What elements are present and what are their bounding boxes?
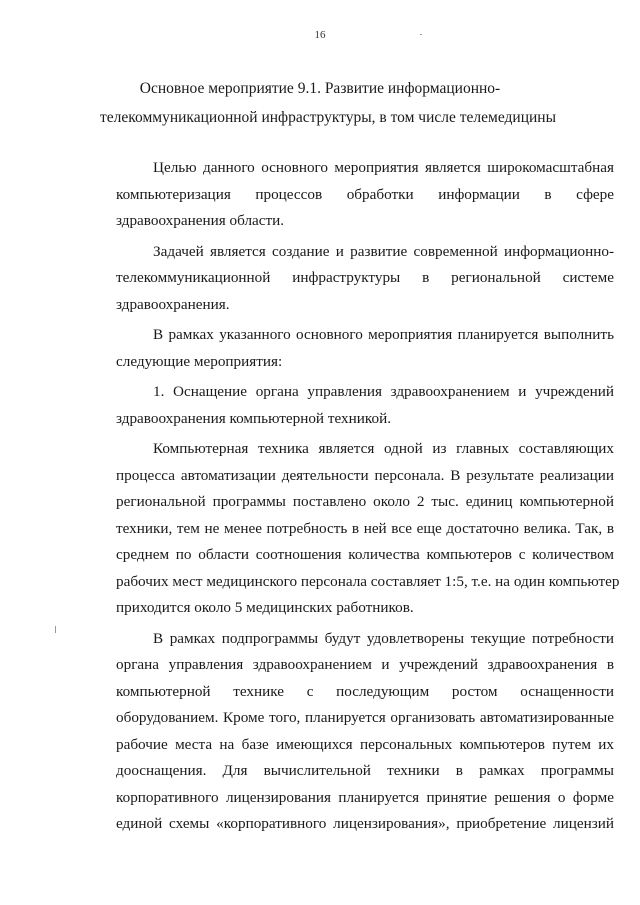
text-line: единой схемы «корпоративного лицензирования», приобретение лицензий	[116, 815, 614, 832]
text-line: дооснащения. Для вычислительной техники в рамках программы	[116, 762, 614, 779]
scan-speck	[55, 626, 56, 633]
text-line: В рамках подпрограммы будут удовлетворены текущие потребности	[153, 629, 614, 647]
paragraph	[116, 155, 614, 235]
paragraph	[116, 322, 614, 375]
text-line: В рамках указанного основного мероприятия планируется выполнить	[153, 326, 614, 343]
section-title-line: телекоммуникационной инфраструктуры, в том числе телемедицины	[100, 109, 557, 126]
text-line: телекоммуникационной инфраструктуры в региональной системе	[116, 269, 614, 286]
paragraph	[116, 379, 614, 432]
paragraph	[116, 436, 620, 622]
text-line: 1. Оснащение органа управления здравоохранением и учреждений	[153, 383, 614, 400]
text-line: приходится около 5 медицинских работников.	[116, 599, 414, 616]
text-line: рабочие места на базе имеющихся персональных компьютеров путем их	[116, 735, 614, 753]
text-line: здравоохранения компьютерной техникой.	[116, 409, 391, 427]
text-line: региональной программы поставлено около 2 тыс. единиц компьютерной	[116, 493, 614, 510]
text-line: компьютерной технике с последующим ростом оснащенности	[116, 682, 614, 700]
text-line: здравоохранения области.	[116, 212, 285, 229]
text-line: Целью данного основного мероприятия является широкомасштабная	[153, 159, 614, 176]
paragraph	[116, 626, 614, 838]
text-line: среднем по области соотношения количества компьютеров с количеством	[116, 546, 614, 563]
scan-speck	[420, 34, 422, 35]
text-line: оборудованием. Кроме того, планируется организовать автоматизированные	[116, 709, 614, 726]
text-line: здравоохранения.	[116, 295, 230, 313]
text-line: Компьютерная техника является одной из главных составляющих	[153, 440, 614, 457]
text-line: процесса автоматизации деятельности персонала. В результате реализации	[116, 466, 614, 484]
page-number: 16	[314, 29, 326, 41]
text-line: компьютеризация процессов обработки информации в сфере	[116, 185, 614, 203]
text-line: Задачей является создание и развитие современной информационно-	[153, 242, 614, 260]
document-body	[116, 155, 620, 838]
paragraph	[116, 239, 614, 319]
text-line: корпоративного лицензирования планируется принятие решения о форме	[116, 788, 614, 806]
text-line: техники, тем не менее потребность в ней все еще достаточно велика. Так, в	[116, 519, 614, 537]
text-line: органа управления здравоохранением и учреждений здравоохранения в	[116, 656, 614, 673]
section-title	[100, 74, 557, 132]
text-line: следующие мероприятия:	[116, 352, 283, 370]
section-title-line: Основное мероприятие 9.1. Развитие информационно-	[139, 80, 501, 97]
text-line: рабочих мест медицинского персонала составляет 1:5, т.е. на один компьютер	[116, 572, 620, 590]
